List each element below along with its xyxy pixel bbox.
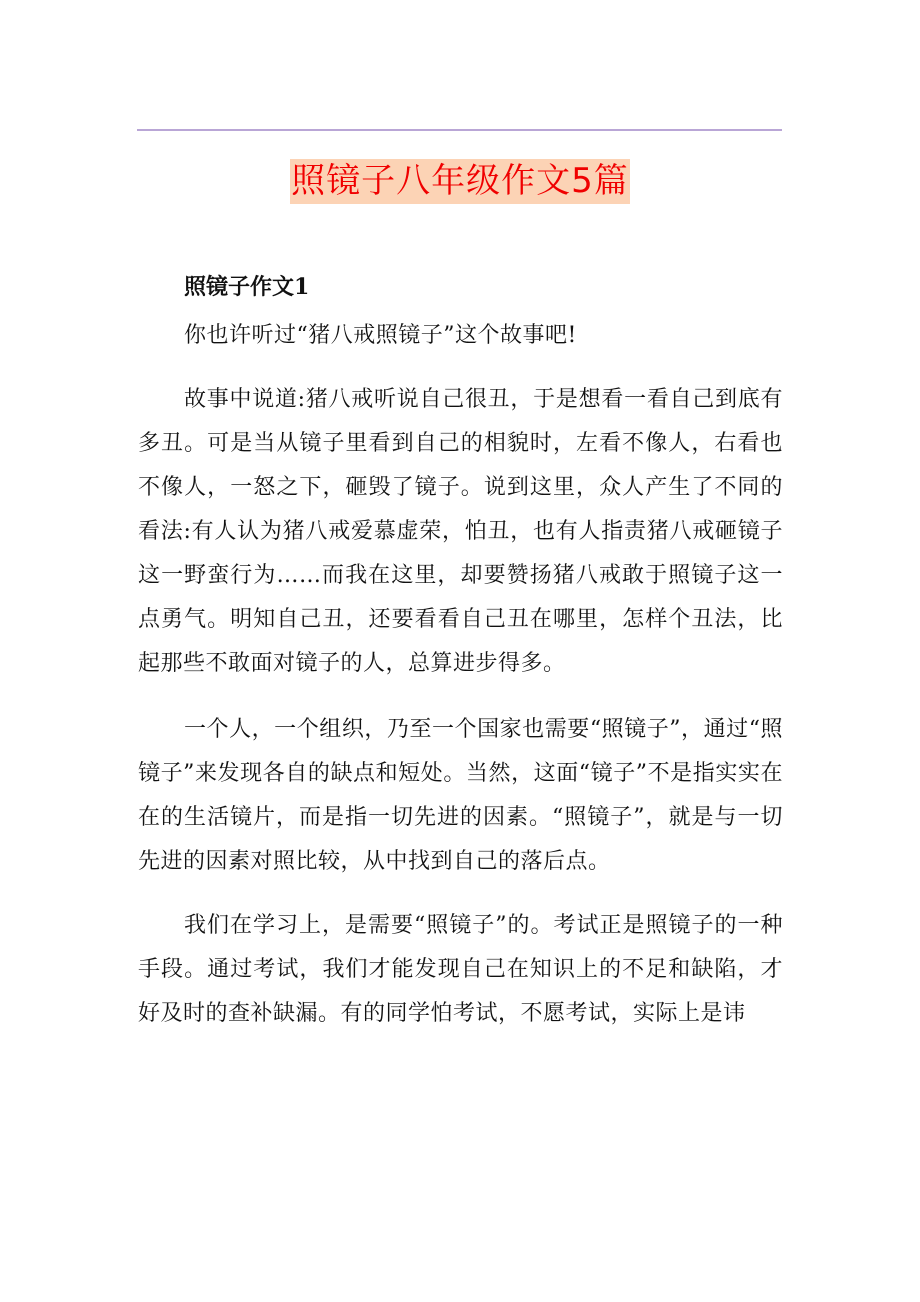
section-heading: 照镜子作文1 [184, 274, 310, 300]
document-title: 照镜子八年级作文5篇 [290, 159, 630, 204]
paragraph-3: 一个人，一个组织，乃至一个国家也需要“照镜子”，通过“照镜子”来发现各自的缺点和短处。当然，这面“镜子”不是指实实在在的生活镜片，而是指一切先进的因素。“照镜子”，就是与一切先进的因素对照比较，从中找到自己的落后点。 [138, 717, 783, 874]
paragraph-2: 故事中说道:猪八戒听说自己很丑，于是想看一看自己到底有多丑。可是当从镜子里看到自己的相貌时，左看不像人，右看也不像人，一怒之下，砸毁了镜子。说到这里，众人产生了不同的看法:有人认为猪八戒爱慕虚荣，怕丑，也有人指责猪八戒砸镜子这一野蛮行为……而我在这里，却要赞扬猪八戒敢于照镜子这一点勇气。明知自己丑，还要看看自己丑在哪里，怎样个丑法，比起那些不敢面对镜子的人，总算进步得多。 [138, 387, 783, 676]
title-container [0, 159, 920, 204]
paragraph-4: 我们在学习上，是需要“照镜子”的。考试正是照镜子的一种手段。通过考试，我们才能发现自己在知识上的不足和缺陷，才好及时的查补缺漏。有的同学怕考试，不愿考试，实际上是讳 [138, 913, 783, 1026]
header-rule [137, 129, 782, 131]
document-body [138, 270, 783, 1036]
paragraph-1: 你也许听过“猪八戒照镜子”这个故事吧! [184, 323, 577, 348]
